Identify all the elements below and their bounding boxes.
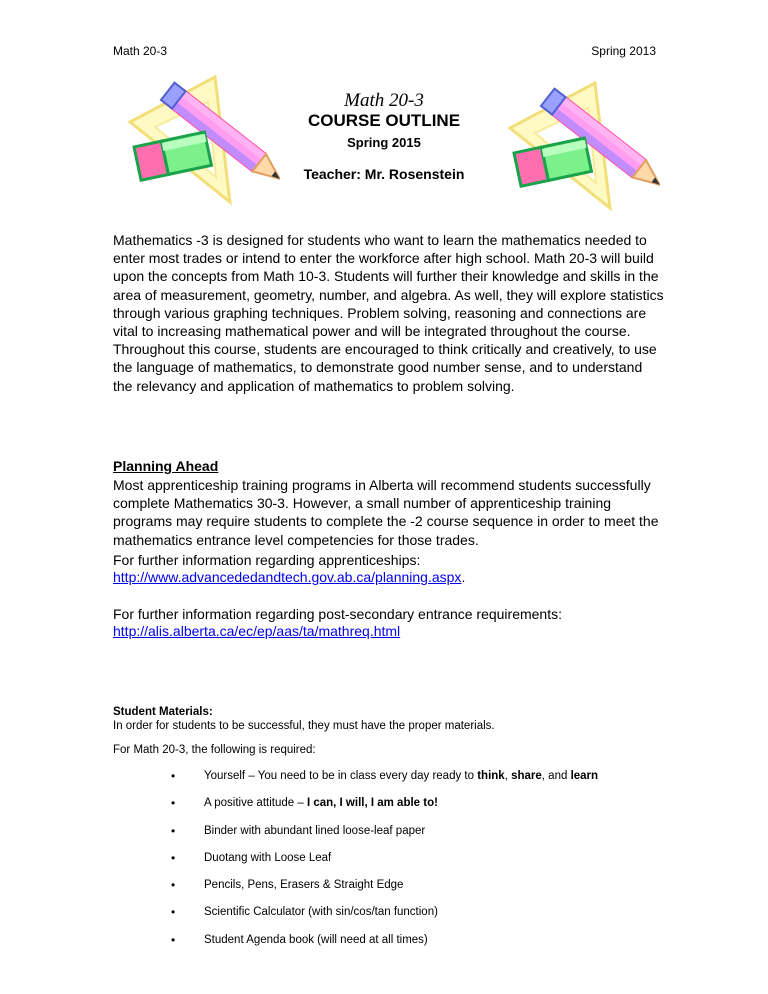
list-item: • Scientific Calculator (with sin/cos/tan function) [171,906,598,933]
materials-heading: Student Materials: [113,706,213,718]
apprenticeship-label: For further information regarding apprenticeships: [113,552,421,568]
list-item: • Yourself – You need to be in class every day ready to think, share, and learn [171,770,598,797]
apprenticeship-link-line: http://www.advancededandtech.gov.ab.ca/planning.aspx. [113,569,466,585]
materials-required-label: For Math 20-3, the following is required: [113,744,316,756]
postsecondary-link-line [113,623,400,639]
course-title: Math 20-3 [344,90,424,111]
list-item: • Binder with abundant lined loose-leaf paper [171,825,598,852]
term-label: Spring 2015 [347,135,421,150]
materials-list [171,770,598,961]
intro-paragraph: Mathematics -3 is designed for students who want to learn the mathematics needed to enter most trades or intend to enter the workforce after high school. Math 20-3 will build upon the concepts from Math 10-3. Students will further their knowledge and skills in the area of measurement, geometry, number, and algebra. As well, they will explore statistics through various graphing techniques. Problem solving, reasoning and connections are vital to increasing mathematical power and will be integrated throughout the course. Throughout this course, students are encouraged to think critically and creatively, to use the language of mathematics, to demonstrate good number sense, and to understand the relevancy and application of mathematics to problem solving. [113,232,664,394]
planning-heading: Planning Ahead [113,458,219,474]
apprenticeship-link[interactable]: http://www.advancededandtech.gov.ab.ca/planning.aspx [113,569,462,585]
list-item: • Duotang with Loose Leaf [171,852,598,879]
list-item: • Student Agenda book (will need at all times) [171,934,598,961]
header-left: Math 20-3 [113,44,168,58]
outline-heading: COURSE OUTLINE [307,111,461,130]
list-item: • Pencils, Pens, Erasers & Straight Edge [171,879,598,906]
teacher-label: Teacher: Mr. Rosenstein [303,166,465,182]
materials-intro: In order for students to be successful, they must have the proper materials. [113,720,495,732]
header-right: Spring 2013 [591,44,656,58]
postsecondary-label: For further information regarding post-secondary entrance requirements: [113,606,562,622]
list-item: • A positive attitude – I can, I will, I am able to! [171,797,598,824]
postsecondary-link[interactable]: http://alis.alberta.ca/ec/ep/aas/ta/mathreq.html [113,623,401,639]
planning-paragraph: Most apprenticeship training programs in Alberta will recommend students successfully complete Mathematics 30-3. However, a small number of apprenticeship training programs may require students to complete the -2 course sequence in order to meet the mathematics entrance level competencies for those trades. [113,477,659,548]
